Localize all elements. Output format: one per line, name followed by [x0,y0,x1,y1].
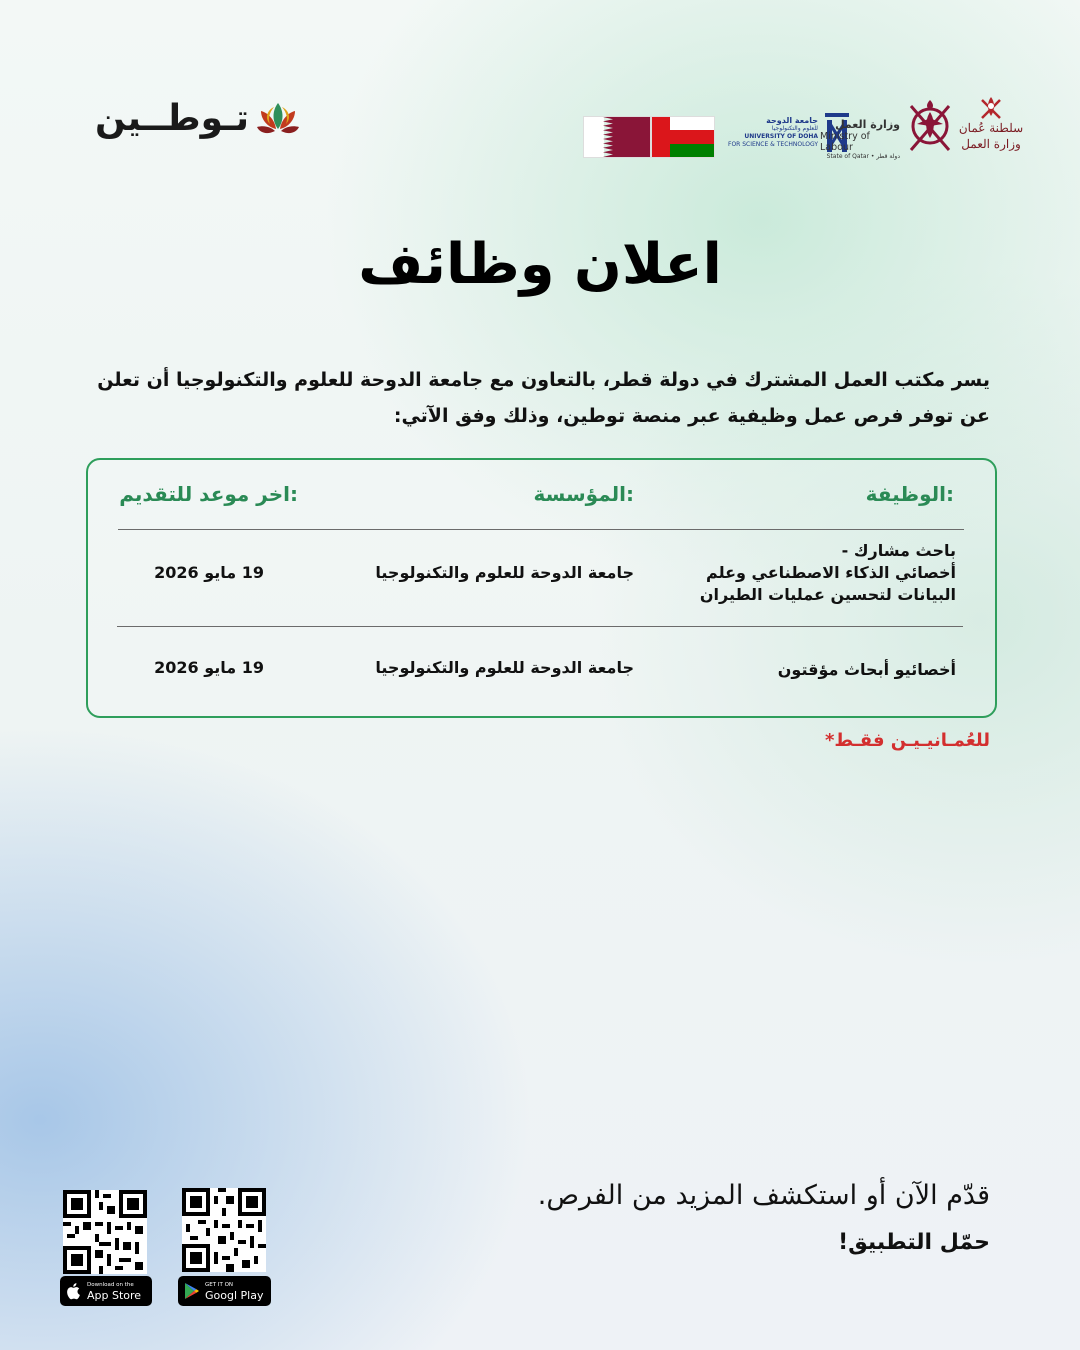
brand-name: تـوطــين [95,98,250,139]
google-play-qr-code[interactable] [182,1188,266,1272]
row-divider [117,626,963,627]
row-1-job [700,540,956,606]
row-2-deadline: 19 مايو 2026 [154,658,264,677]
row-1-job-line3: البيانات لتحسين عمليات الطيران [699,585,956,604]
google-play-small: GET IT ON [205,1281,234,1288]
udst-english-name: UNIVERSITY OF DOHA [744,133,819,140]
udst-arabic-name: جامعة الدوحة [766,116,819,125]
google-play-big: Googl Play [205,1288,264,1302]
header-job: الوظيفة: [865,482,954,506]
tawteen-logo [95,98,301,139]
oman-ministry-logo [952,120,1030,152]
row-2-job: أخصائيو أبحاث مؤقتون [777,660,956,679]
header-institution: المؤسسة: [533,482,634,506]
page-title: اعلان وظائف [358,232,722,297]
app-store-small: Download on the [87,1281,134,1288]
row-1-job-line2: أخصائي الذكاء الاصطناعي وعلم [706,563,956,582]
cta-text: قدّم الآن أو استكشف المزيد من الفرص. [537,1180,990,1211]
apple-icon [66,1282,82,1300]
google-play-button[interactable] [178,1276,271,1306]
row-1-deadline: 19 مايو 2026 [154,563,264,582]
app-store-button[interactable] [60,1276,152,1306]
qatar-emblem-icon [905,96,955,156]
oman-ministry-line1: سلطنة عُمان [958,121,1024,135]
qatar-ministry-arabic: وزارة العمل [835,118,900,131]
tawteen-leaf-icon [255,99,301,139]
row-1-job-line1: باحث مشارك - [841,541,956,560]
oman-ministry-line2: وزارة العمل [961,137,1021,151]
qatar-flag-serration [603,117,615,157]
app-store-big: App Store [87,1288,142,1302]
udst-english-sub: FOR SCIENCE & TECHNOLOGY [728,141,819,148]
omanis-only-note: للعُمـانيـيـن فقـط* [824,730,990,751]
qatar-ministry-logo [820,118,900,160]
udst-arabic-sub: للعلوم والتكنولوجيا [771,125,819,132]
header-divider [118,529,964,530]
google-play-icon [184,1282,200,1300]
intro-paragraph: يسر مكتب العمل المشترك في دولة قطر، بالتعاون مع جامعة الدوحة للعلوم والتكنولوجيا أن تعلن عن توفر فرص عمل وظيفية عبر منصة توطين، وذلك وفق الآتي: [97,369,990,427]
row-2-institution: جامعة الدوحة للعلوم والتكنولوجيا [375,658,634,677]
qatar-ministry-sub: State of Qatar • دولة قطر [826,153,900,160]
oman-emblem-icon [978,94,1004,120]
app-store-qr-code[interactable] [63,1190,147,1274]
download-app-text: حمّل التطبيق! [838,1230,990,1255]
qatar-ministry-english: Ministry of Labour [820,131,870,153]
header-deadline: اخر موعد للتقديم: [119,482,298,506]
oman-flag-icon [651,116,715,158]
qatar-flag-icon [583,116,651,158]
row-1-institution: جامعة الدوحة للعلوم والتكنولوجيا [375,563,634,582]
